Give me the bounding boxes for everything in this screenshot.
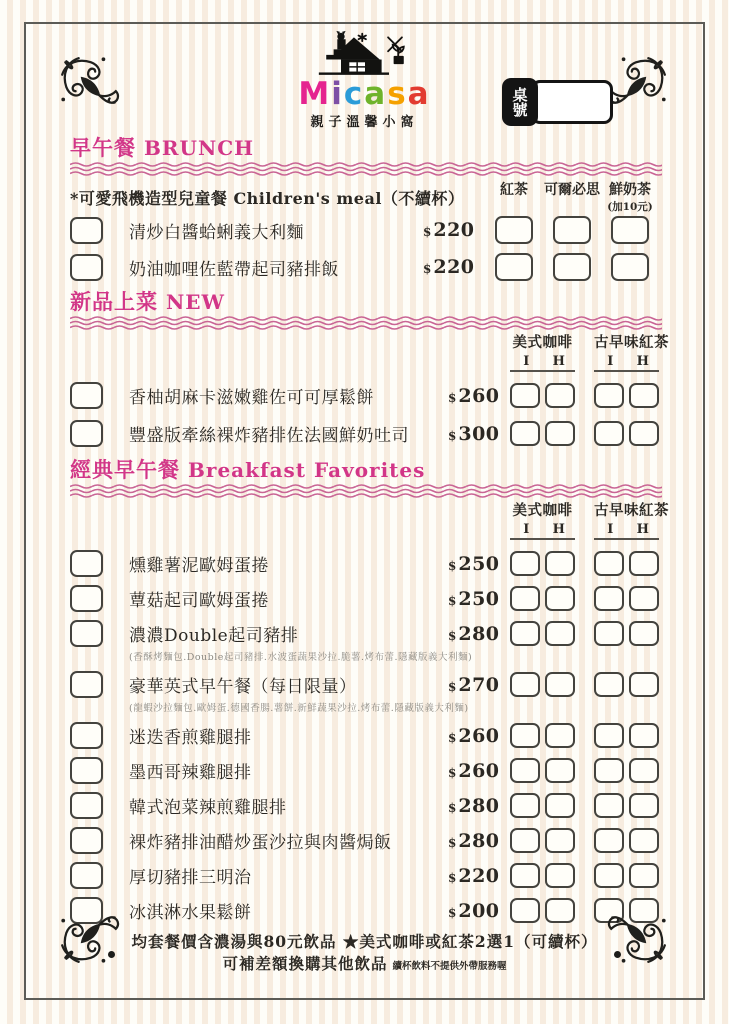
- footer-note-line1: 均套餐價含濃湯與80元飲品 ★美式咖啡或紅茶2選1（可續杯）: [131, 932, 598, 951]
- checkbox-coffee-hot[interactable]: [545, 723, 575, 748]
- checkbox-coffee-iced[interactable]: [510, 758, 540, 783]
- drink-checkbox-row: [510, 828, 659, 853]
- section-title: 經典早午餐 Breakfast Favorites: [70, 457, 426, 482]
- checkbox-coffee-iced[interactable]: [510, 828, 540, 853]
- checkbox-tea-hot[interactable]: [629, 383, 659, 408]
- item-price: $ 260: [448, 384, 500, 407]
- logo-house-icon: [313, 30, 417, 78]
- item-name: 豪華英式早午餐（每日限量）: [129, 677, 357, 697]
- menu-item: [70, 420, 659, 447]
- item-price: $ 220: [448, 864, 500, 887]
- column-calpis: 可爾必思: [544, 182, 600, 198]
- checkbox-tea-hot[interactable]: [629, 586, 659, 611]
- drink-checkbox-row: [485, 216, 659, 244]
- checkbox-coffee-hot[interactable]: [545, 621, 575, 646]
- menu-item: [70, 722, 659, 749]
- checkbox-red-tea[interactable]: [495, 253, 533, 281]
- footer-note-small: 續杯飲料不提供外帶服務喔: [392, 961, 507, 972]
- brand-letter: c: [343, 76, 365, 112]
- menu-item: [70, 827, 659, 854]
- menu-footer: [70, 932, 659, 977]
- menu-item: [70, 862, 659, 889]
- item-select-checkbox[interactable]: [70, 382, 103, 409]
- brand-letter: M: [298, 76, 332, 112]
- checkbox-coffee-hot[interactable]: [545, 551, 575, 576]
- column-americano: 美式咖啡 I H: [510, 502, 575, 540]
- item-name: 豐盛版牽絲裸炸豬排佐法國鮮奶吐司: [129, 426, 409, 446]
- menu-frame: [24, 22, 705, 1000]
- item-select-checkbox[interactable]: [70, 217, 103, 244]
- brand-letter: a: [407, 76, 431, 112]
- menu-item: [70, 585, 659, 612]
- brand-subtitle: 親子溫馨小窩: [310, 115, 419, 130]
- corner-flourish-icon: [56, 902, 122, 968]
- menu-item: [70, 671, 659, 714]
- drink-checkbox-row: [510, 758, 659, 783]
- checkbox-tea-iced[interactable]: [594, 793, 624, 818]
- checkbox-coffee-iced[interactable]: [510, 586, 540, 611]
- checkbox-calpis[interactable]: [553, 216, 591, 244]
- checkbox-tea-hot[interactable]: [629, 421, 659, 446]
- item-name: 裸炸豬排油醋炒蛋沙拉與肉醬焗飯: [129, 833, 392, 853]
- checkbox-tea-hot[interactable]: [629, 551, 659, 576]
- item-name: 墨西哥辣雞腿排: [129, 763, 252, 783]
- drink-checkbox-row: [485, 253, 659, 281]
- checkbox-tea-hot[interactable]: [629, 863, 659, 888]
- item-select-checkbox[interactable]: [70, 585, 103, 612]
- item-description: (香酥烤麵包.Double起司豬排.水波蛋蔬果沙拉.脆薯.烤布蕾.隱藏版義大利麵): [129, 652, 473, 663]
- item-name: 厚切豬排三明治: [129, 868, 252, 888]
- checkbox-tea-iced[interactable]: [594, 383, 624, 408]
- brand-letter: i: [331, 76, 344, 112]
- item-select-checkbox[interactable]: [70, 862, 103, 889]
- drink-group-headers: [70, 502, 669, 540]
- item-select-checkbox[interactable]: [70, 620, 103, 647]
- drink-checkbox-row: [510, 672, 659, 697]
- checkbox-milk-tea[interactable]: [611, 253, 649, 281]
- drink-checkbox-row: [510, 793, 659, 818]
- item-select-checkbox[interactable]: [70, 671, 103, 698]
- drink-group-headers: [70, 334, 669, 372]
- item-price: $ 300: [448, 422, 500, 445]
- checkbox-coffee-iced[interactable]: [510, 383, 540, 408]
- item-price: $ 220: [423, 256, 475, 278]
- checkbox-milk-tea[interactable]: [611, 216, 649, 244]
- wavy-divider: [70, 315, 662, 330]
- brand-letter: s: [387, 76, 408, 112]
- item-select-checkbox[interactable]: [70, 254, 103, 281]
- menu-item: [70, 620, 659, 663]
- checkbox-coffee-iced[interactable]: [510, 793, 540, 818]
- checkbox-calpis[interactable]: [553, 253, 591, 281]
- item-price: $ 270: [448, 673, 500, 696]
- checkbox-coffee-iced[interactable]: [510, 551, 540, 576]
- item-name: 清炒白醬蛤蜊義大利麵: [129, 222, 304, 243]
- item-price: $ 250: [448, 552, 500, 575]
- item-price: $ 220: [423, 219, 475, 241]
- checkbox-tea-iced[interactable]: [594, 621, 624, 646]
- wavy-divider: [70, 161, 662, 176]
- checkbox-red-tea[interactable]: [495, 216, 533, 244]
- item-select-checkbox[interactable]: [70, 420, 103, 447]
- corner-flourish-icon: [605, 902, 671, 968]
- column-traditional-tea: 古早味紅茶 I H: [594, 334, 659, 372]
- item-price: $ 200: [448, 899, 500, 922]
- item-select-checkbox[interactable]: [70, 827, 103, 854]
- section-new: [70, 289, 669, 447]
- item-price: $ 250: [448, 587, 500, 610]
- item-name: 濃濃Double起司豬排: [129, 626, 299, 646]
- section-brunch: [70, 136, 659, 281]
- item-select-checkbox[interactable]: [70, 550, 103, 577]
- drink-checkbox-row: [510, 863, 659, 888]
- item-name: 香柚胡麻卡滋嫩雞佐可可厚鬆餅: [129, 388, 374, 408]
- checkbox-tea-hot[interactable]: [629, 758, 659, 783]
- checkbox-coffee-iced[interactable]: [510, 421, 540, 446]
- item-price: $ 280: [448, 622, 500, 645]
- table-number-label: 桌號: [502, 78, 538, 126]
- checkbox-tea-hot[interactable]: [629, 621, 659, 646]
- item-name: 燻雞薯泥歐姆蛋捲: [129, 556, 269, 576]
- checkbox-coffee-hot[interactable]: [545, 828, 575, 853]
- menu-item: [70, 216, 659, 244]
- footer-note-line2: 可補差額換購其他飲品 續杯飲料不提供外帶服務喔: [222, 954, 507, 973]
- menu-item: [70, 897, 659, 924]
- item-name: 迷迭香煎雞腿排: [129, 728, 252, 748]
- item-select-checkbox[interactable]: [70, 792, 103, 819]
- checkbox-coffee-hot[interactable]: [545, 793, 575, 818]
- checkbox-coffee-iced[interactable]: [510, 672, 540, 697]
- item-name: 奶油咖哩佐藍帶起司豬排飯: [129, 259, 339, 280]
- checkbox-tea-iced[interactable]: [594, 828, 624, 853]
- column-americano: 美式咖啡 I H: [510, 334, 575, 372]
- checkbox-coffee-iced[interactable]: [510, 898, 540, 923]
- brunch-subheader: [70, 182, 659, 216]
- item-description: (龍蝦沙拉麵包.歐姆蛋.德國香腸.薯餅.新鮮蔬果沙拉.烤布蕾.隱藏版義大利麵): [129, 703, 469, 714]
- drink-checkbox-row: [510, 621, 659, 646]
- checkbox-tea-iced[interactable]: [594, 586, 624, 611]
- wavy-divider: [70, 483, 662, 498]
- checkbox-coffee-hot[interactable]: [545, 758, 575, 783]
- item-name: 蕈菇起司歐姆蛋捲: [129, 591, 269, 611]
- checkbox-tea-hot[interactable]: [629, 672, 659, 697]
- drink-checkbox-row: [510, 586, 659, 611]
- checkbox-tea-iced[interactable]: [594, 723, 624, 748]
- item-select-checkbox[interactable]: [70, 757, 103, 784]
- item-price: $ 260: [448, 759, 500, 782]
- drink-checkbox-row: [510, 421, 659, 446]
- checkbox-coffee-hot[interactable]: [545, 863, 575, 888]
- column-milk-tea: 鮮奶茶 (加10元): [607, 182, 653, 213]
- checkbox-coffee-hot[interactable]: [545, 383, 575, 408]
- item-select-checkbox[interactable]: [70, 722, 103, 749]
- checkbox-tea-iced[interactable]: [594, 863, 624, 888]
- item-name: 冰淇淋水果鬆餅: [129, 903, 252, 923]
- menu-item: [70, 550, 659, 577]
- checkbox-coffee-hot[interactable]: [545, 586, 575, 611]
- section-title: 早午餐 BRUNCH: [70, 135, 255, 160]
- item-price: $ 260: [448, 724, 500, 747]
- checkbox-coffee-iced[interactable]: [510, 723, 540, 748]
- section-favorites: [70, 457, 669, 924]
- drink-checkbox-row: [510, 383, 659, 408]
- checkbox-tea-iced[interactable]: [594, 551, 624, 576]
- checkbox-tea-iced[interactable]: [594, 421, 624, 446]
- item-name: 韓式泡菜辣煎雞腿排: [129, 798, 287, 818]
- brand-letter: a: [364, 76, 388, 112]
- drink-column-headers: [485, 182, 659, 216]
- children-meal-note: *可愛飛機造型兒童餐 Children's meal（不續杯）: [70, 189, 465, 208]
- menu-item: [70, 757, 659, 784]
- checkbox-coffee-hot[interactable]: [545, 672, 575, 697]
- menu-item: [70, 382, 659, 409]
- checkbox-coffee-hot[interactable]: [545, 421, 575, 446]
- menu-item: [70, 253, 659, 281]
- table-number-input[interactable]: [531, 80, 613, 124]
- section-title: 新品上菜 NEW: [70, 289, 225, 314]
- item-price: $ 280: [448, 829, 500, 852]
- checkbox-tea-hot[interactable]: [629, 793, 659, 818]
- table-number-box: [502, 78, 613, 126]
- checkbox-tea-hot[interactable]: [629, 723, 659, 748]
- menu-item: [70, 792, 659, 819]
- checkbox-tea-iced[interactable]: [594, 672, 624, 697]
- checkbox-coffee-iced[interactable]: [510, 863, 540, 888]
- checkbox-coffee-hot[interactable]: [545, 898, 575, 923]
- drink-checkbox-row: [510, 551, 659, 576]
- column-traditional-tea: 古早味紅茶 I H: [594, 502, 659, 540]
- drink-checkbox-row: [510, 723, 659, 748]
- checkbox-tea-hot[interactable]: [629, 828, 659, 853]
- checkbox-tea-iced[interactable]: [594, 758, 624, 783]
- column-red-tea: 紅茶: [500, 182, 528, 198]
- menu-header: [70, 28, 659, 130]
- checkbox-coffee-iced[interactable]: [510, 621, 540, 646]
- item-price: $ 280: [448, 794, 500, 817]
